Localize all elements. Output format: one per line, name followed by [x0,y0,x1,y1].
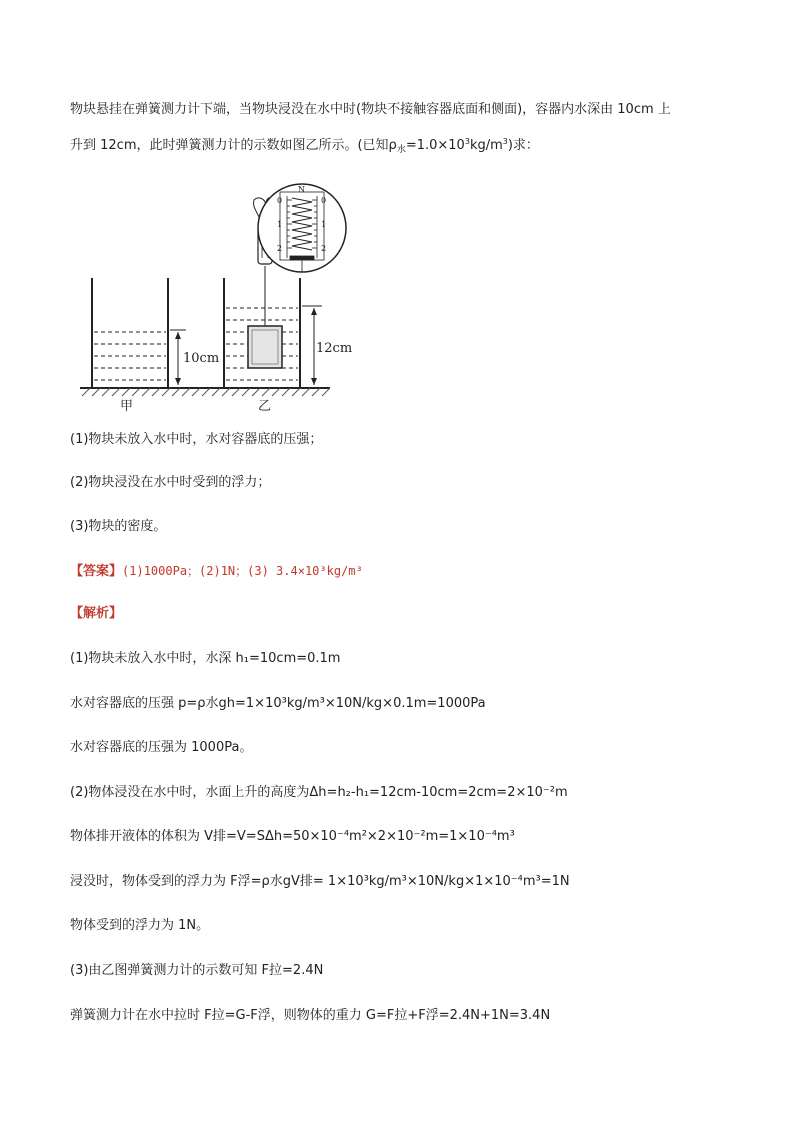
depth-label-yi: 12cm [316,341,353,356]
question-3: (3)物块的密度。 [70,519,167,534]
question-2: (2)物块浸没在水中时受到的浮力； [70,475,271,490]
label-yi: 乙 [258,399,272,414]
analysis-s2-l3: 浸没时，物体受到的浮力为 F浮=ρ水gV排= 1×10³kg/m³×10N/kg×1×10⁻⁴m³=1N [70,874,570,889]
analysis-s1-l1: (1)物块未放入水中时，水深 h₁=10cm=0.1m [70,651,341,666]
analysis-s3-l1: (3)由乙图弹簧测力计的示数可知 F拉=2.4N [70,963,324,978]
analysis-s1-l3: 水对容器底的压强为 1000Pa。 [70,740,253,755]
gauge-tick-1-right: 1 [321,220,327,229]
container-yi [224,266,322,388]
analysis-s1-l2: 水对容器底的压强 p=ρ水gh=1×10³kg/m³×10N/kg×0.1m=1000Pa [70,696,486,711]
container-jia [92,278,186,388]
object-block [248,326,282,368]
analysis-s2-l2: 物体排开液体的体积为 V排=V=SΔh=50×10⁻⁴m²×2×10⁻²m=1×10⁻⁴m³ [70,829,515,844]
depth-label-jia: 10cm [183,351,220,366]
gauge-tick-0-right: 0 [321,196,327,205]
question-1: (1)物块未放入水中时，水对容器底的压强； [70,432,323,447]
ground [80,388,330,396]
label-jia: 甲 [120,399,134,414]
answer-tag: 【答案】 [70,564,123,579]
answer-text: (1)1000Pa；(2)1N；(3) 3.4×10³kg/m³ [122,564,363,578]
gauge-tick-1-left: 1 [277,220,283,229]
answer-line [70,562,363,581]
problem-line-1: 物块悬挂在弹簧测力计下端，当物块浸没在水中时(物块不接触容器底面和侧面)，容器内水深由 10cm 上 [70,102,671,117]
analysis-s2-l4: 物体受到的浮力为 1N。 [70,918,210,933]
analysis-tag: 【解析】 [70,606,123,621]
gauge-tick-0-left: 0 [277,196,283,205]
experiment-figure [80,178,353,418]
gauge-unit: N [298,185,305,194]
gauge-magnified [258,184,346,272]
gauge-tick-2-left: 2 [277,244,283,253]
problem-line-2: 升到 12cm，此时弹簧测力计的示数如图乙所示。(已知$\rho_水=1.0\times 10^3kg/m^3$)求： [70,137,539,155]
gauge-tick-2-right: 2 [321,244,327,253]
analysis-s2-l1: (2)物体浸没在水中时，水面上升的高度为Δh=h₂-h₁=12cm-10cm=2cm=2×10⁻²m [70,785,568,800]
analysis-s3-l2: 弹簧测力计在水中拉时 F拉=G-F浮，则物体的重力 G=F拉+F浮=2.4N+1N=3.4N [70,1008,551,1023]
